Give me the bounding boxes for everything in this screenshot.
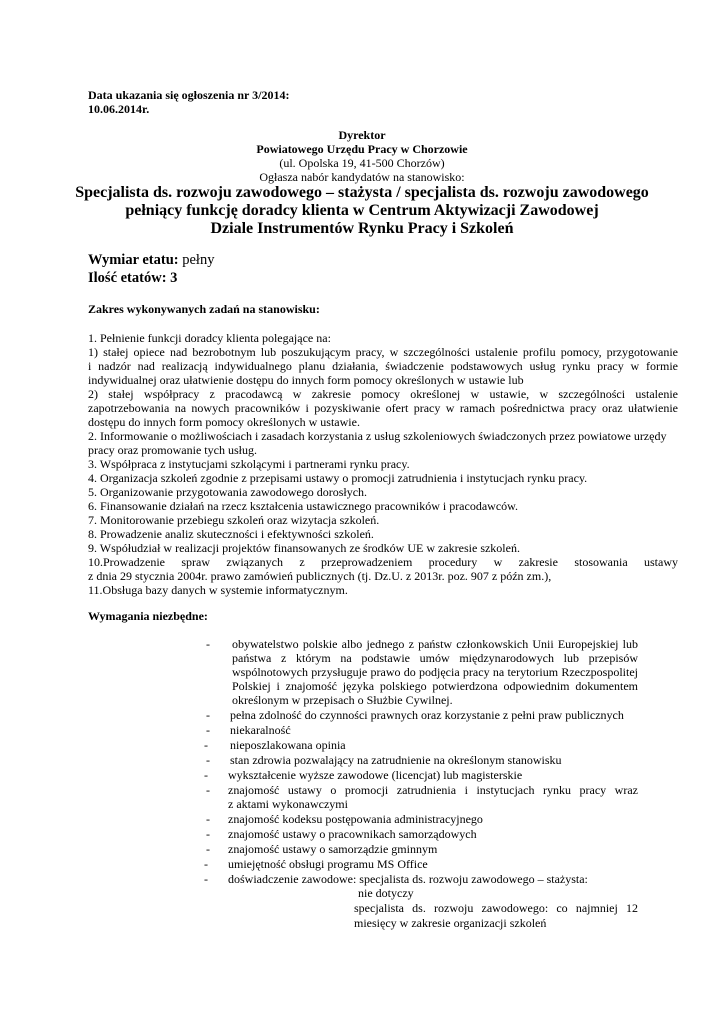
announcement-date-label: Data ukazania się ogłoszenia nr 3/2014: bbox=[88, 88, 290, 102]
experience-line: miesięcy w zakresie organizacji szkoleń bbox=[354, 916, 547, 930]
requirement-line: określonym w przepisach o Służbie Cywilnej. bbox=[232, 693, 453, 707]
duty-line: 3. Współpraca z instytucjami szkolącymi i partnerami rynku pracy. bbox=[88, 457, 410, 471]
duty-line: i nadzór nad realizacją indywidualnego planu działania, świadczenie podstawowych usług rynku pracy w formie bbox=[88, 359, 678, 373]
duties-heading: Zakres wykonywanych zadań na stanowisku: bbox=[88, 302, 320, 316]
announcement-date-value: 10.06.2014r. bbox=[88, 102, 150, 116]
duty-line: 6. Finansowanie działań na rzecz kształcenia ustawicznego pracowników i pracodawców. bbox=[88, 499, 519, 513]
bullet-dash: - bbox=[206, 827, 210, 841]
bullet-dash: - bbox=[206, 842, 210, 856]
duty-line: 4. Organizacja szkoleń zgodnie z przepisami ustawy o promocji zatrudnienia i instytucjach rynku pracy. bbox=[88, 471, 588, 485]
experience-line: nie dotyczy bbox=[358, 886, 414, 900]
requirement-item: znajomość ustawy o pracownikach samorządowych bbox=[228, 827, 477, 841]
requirement-item: znajomość kodeksu postępowania administracyjnego bbox=[228, 812, 483, 826]
requirement-item: znajomość ustawy o samorządzie gminnym bbox=[228, 842, 438, 856]
duty-line: 10.Prowadzenie spraw związanych z przeprowadzeniem procedury w zakresie stosowania ustawy bbox=[88, 555, 678, 569]
bullet-dash: - bbox=[206, 723, 210, 737]
requirement-line: obywatelstwo polskie albo jednego z państw członkowskich Unii Europejskiej lub bbox=[232, 637, 638, 651]
bullet-dash: - bbox=[204, 857, 208, 871]
position-title-line-2: pełniący funkcję doradcy klienta w Centrum Aktywizacji Zawodowej bbox=[125, 202, 599, 219]
duty-line: 7. Monitorowanie przebiegu szkoleń oraz wizytacja szkoleń. bbox=[88, 513, 380, 527]
requirement-line: państwa z którym na podstawie umów międzynarodowych lub przepisów bbox=[232, 651, 638, 665]
requirement-item: umiejętność obsługi programu MS Office bbox=[228, 857, 428, 871]
employment-scope-label: Wymiar etatu: bbox=[88, 252, 179, 268]
requirement-item: niekaralność bbox=[230, 723, 291, 737]
duty-line: 2. Informowanie o możliwościach i zasadach korzystania z usług szkoleniowych świadczonych przez powiatowe urzędy bbox=[88, 429, 667, 443]
position-title-line-1: Specjalista ds. rozwoju zawodowego – stażysta / specjalista ds. rozwoju zawodowego bbox=[75, 184, 649, 201]
duty-line: pracy oraz promowanie tych usług. bbox=[88, 443, 257, 457]
position-title-line-3: Dziale Instrumentów Rynku Pracy i Szkoleń bbox=[210, 220, 514, 237]
requirement-item: doświadczenie zawodowe: specjalista ds. rozwoju zawodowego – stażysta: bbox=[228, 872, 588, 886]
bullet-dash: - bbox=[204, 872, 208, 886]
requirement-item-continuation: z aktami wykonawczymi bbox=[228, 797, 348, 811]
requirement-item: wykształcenie wyższe zawodowe (licencjat) lub magisterskie bbox=[228, 768, 523, 782]
duty-line: indywidualnej oraz ułatwienie dostępu do innych form pomocy określonych w ustawie lub bbox=[88, 373, 524, 387]
bullet-dash: - bbox=[204, 768, 208, 782]
requirement-item: stan zdrowia pozwalający na zatrudnienie na określonym stanowisku bbox=[230, 753, 562, 767]
requirement-item: pełna zdolność do czynności prawnych oraz korzystanie z pełni praw publicznych bbox=[230, 708, 624, 722]
requirement-item: nieposzlakowana opinia bbox=[230, 738, 346, 752]
experience-line: specjalista ds. rozwoju zawodowego: co najmniej 12 bbox=[354, 901, 638, 915]
requirement-line: wspólnotowych przysługuje prawo do podjęcia pracy na terytorium Rzeczpospolitej bbox=[232, 665, 638, 679]
bullet-dash: - bbox=[206, 753, 210, 767]
duty-line: 1. Pełnienie funkcji doradcy klienta polegające na: bbox=[88, 331, 331, 345]
duty-line: 9. Współudział w realizacji projektów finansowanych ze środków UE w zakresie szkoleń. bbox=[88, 541, 520, 555]
bullet-dash: - bbox=[204, 738, 208, 752]
employer-title: Dyrektor bbox=[338, 128, 386, 142]
employment-scope-value: pełny bbox=[178, 252, 215, 268]
bullet-dash: - bbox=[206, 708, 210, 722]
requirement-line: Polskiej i znajomość języka polskiego potwierdzona odpowiednim dokumentem bbox=[232, 679, 638, 693]
duty-line: 1) stałej opiece nad bezrobotnym lub poszukującym pracy, w szczególności ustalenie profilu pomocy, przygotowanie bbox=[88, 345, 678, 359]
duty-line: 5. Organizowanie przygotowania zawodowego dorosłych. bbox=[88, 485, 368, 499]
requirement-item: znajomość ustawy o promocji zatrudnienia i instytucjach rynku pracy wraz bbox=[228, 783, 638, 797]
duty-line: zapotrzebowania na nowych pracowników i pozyskiwanie ofert pracy w ramach pośrednictwa pracy oraz ułatwienie bbox=[88, 401, 678, 415]
duty-line: z dnia 29 stycznia 2004r. prawo zamówień publicznych (tj. Dz.U. z 2013r. poz. 907 z późn zm.), bbox=[88, 569, 552, 583]
bullet-dash: - bbox=[206, 783, 210, 797]
announcement-intro: Ogłasza nabór kandydatów na stanowisko: bbox=[259, 170, 465, 184]
duty-line: 2) stałej współpracy z pracodawcą w zakresie pomocy określonej w ustawie, w szczególności ustalenie bbox=[88, 387, 678, 401]
employer-office: Powiatowego Urzędu Pracy w Chorzowie bbox=[256, 142, 468, 156]
positions-count: Ilość etatów: 3 bbox=[88, 270, 178, 286]
employer-address: (ul. Opolska 19, 41-500 Chorzów) bbox=[279, 156, 445, 170]
bullet-dash: - bbox=[206, 812, 210, 826]
requirements-heading: Wymagania niezbędne: bbox=[88, 609, 208, 623]
employment-scope bbox=[88, 252, 214, 268]
duty-line: dostępu do innych form pomocy określonych w ustawie. bbox=[88, 415, 360, 429]
bullet-dash: - bbox=[206, 637, 210, 651]
duty-line: 8. Prowadzenie analiz skuteczności i efektywności szkoleń. bbox=[88, 527, 374, 541]
duty-line: 11.Obsługa bazy danych w systemie informatycznym. bbox=[88, 583, 348, 597]
